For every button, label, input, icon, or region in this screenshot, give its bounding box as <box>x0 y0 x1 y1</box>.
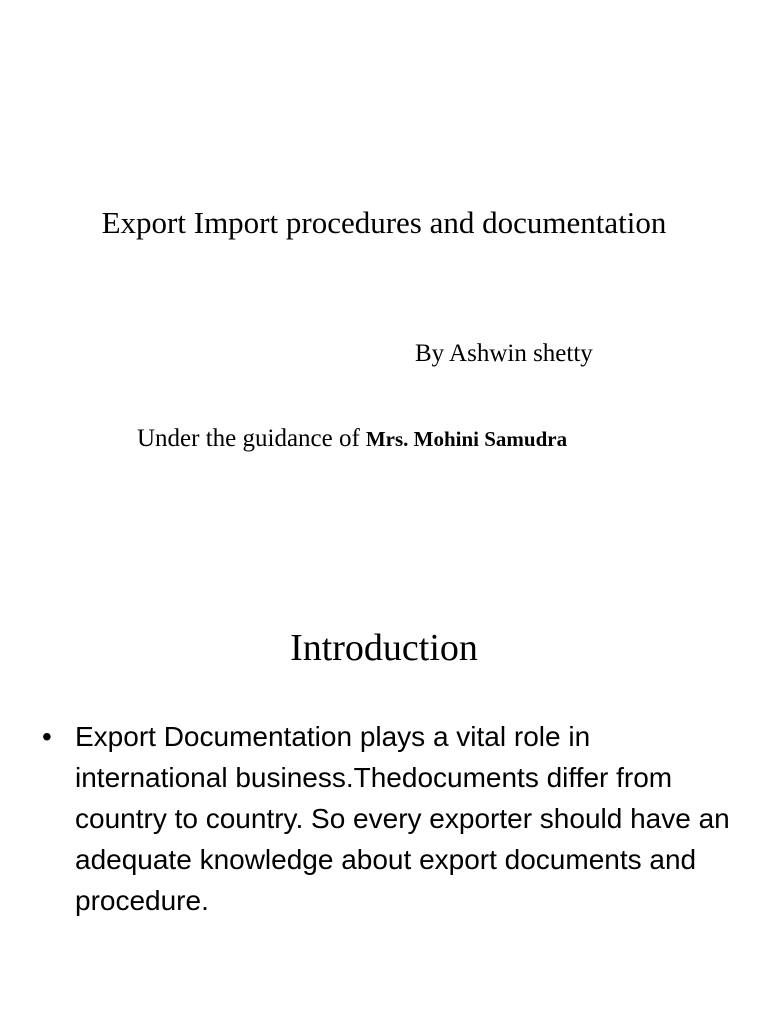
guidance-prefix: Under the guidance of <box>137 425 360 452</box>
bullet-list <box>40 716 730 921</box>
bullet-text: Export Documentation plays a vital role in international business.Thedocuments differ from country to country. So every exporter should have an adequate knowledge about export documents and procedure. <box>75 721 730 916</box>
guide-name: Mrs. Mohini Samudra <box>365 427 568 451</box>
author-line: By Ashwin shetty <box>415 340 593 367</box>
introduction-slide <box>0 576 768 1024</box>
guidance-line <box>137 422 567 456</box>
slide-heading: Introduction <box>290 627 478 669</box>
bullet-item <box>40 716 730 921</box>
presentation-title: Export Import procedures and documentation <box>101 205 667 240</box>
bullet-icon: • <box>42 721 52 752</box>
